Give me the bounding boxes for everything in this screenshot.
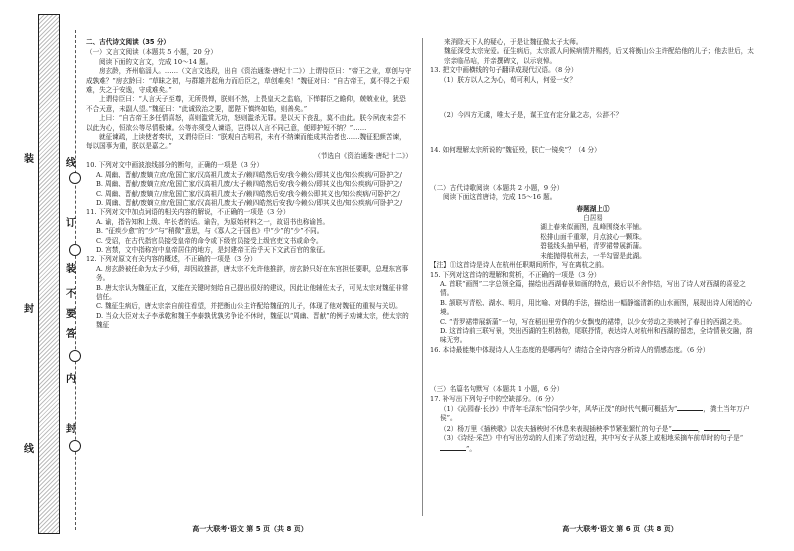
fill-blank-text: （1）《沁园春·长沙》中青年毛泽东“恰同学少年，风华正茂”的时代气概可概括为“ [440,404,678,413]
option: A. 房玄龄被任命为太子少师，却因故推辞，唐太宗不允许他推辞，房玄龄只好在东宫担任要职，总理东宫事务。 [96,264,409,283]
question-13: 13. 把文中画横线的句子翻译成现代汉语。（8 分） [430,66,578,75]
binding-char: 线 [66,158,76,169]
poem-line: 松排山面千重翠，月点波心一颗珠。 [540,232,646,241]
passage-paragraph: 上曰：“自古帝王多任情喜怒，喜则滥赏无功，怒则滥杀无罪。是以天下丧乱，莫不由此。朕今夙夜未尝不以此为心，恒欲公等尽情极谏。公等亦须受人谏语，岂得以人言不同己意，便即护短不纳？”…… [86,114,406,132]
option: D. 这首诗前三联写景，突出西湖的生机勃勃，尾联抒情，表达诗人对杭州和西湖的留恋，全诗情景交融，韵味无穷。 [440,326,753,345]
fill-blank[interactable] [440,444,466,451]
binding-hole [69,172,81,184]
binding-char: 要 [66,309,76,320]
option: A. 首联“画图”二字总领全篇，描绘出西湖春景如画的特点，最后以不舍作结，写出了诗人对西湖的喜爱之情。 [440,279,746,298]
question-12: 12. 下列对原文有关内容的概述，不正确的一项是（3 分） [86,255,257,264]
fill-blank-text: ，粪土当年万户侯”。 [440,404,750,423]
answer-space [430,120,756,146]
fill-blank[interactable] [704,424,730,431]
binding-strip [38,14,60,534]
option: D. 当众大臣对太子李承乾和魏王李泰孰优孰劣争论不休时，魏征以“周幽、晋献”的例子劝谏太宗，使太宗的魏征 [96,311,409,330]
option: B. 周幽、晋献/废嫡立庶/危国亡家/汉高祖几废/太子赖四皓然后安/我今赖公/即其义也/知公疾病/可卧护之/ [96,180,402,189]
option-continued: 魏征深受太宗宠爱。征生病后，太宗派人问候病情并赐药，后又将衡山公主许配给他的儿子；他去世后，太宗亲临吊唁，并亲撰碑文，以示哀悼。 [444,47,754,65]
question-10: 10. 下列对文中画波浪线部分的断句，正确的一项是（3 分） [86,161,264,170]
binding-char: 装 [66,264,76,275]
binding-char: 订 [66,218,76,229]
option: D. 周幽、晋献/废嫡立庶/危国亡家/汉高祖几废太子/赖四皓然后安我/今赖公/即其义也/知公疾病/可卧护之/ [96,198,403,207]
poem-line: 未能抛得杭州去，一半勾留是此湖。 [540,251,646,260]
binding-outer-char: 封 [24,304,34,315]
passage-paragraph: 就征谏疏，上读使者奏状，又谓侍臣曰：“朕观自古明君，未有不纳谏而能成其治者也……魏征犯颜苦谏，每以国事为重，朕以是嘉之。” [86,133,406,151]
binding-char: 封 [66,424,76,435]
footer-right: 高一大联考·语文 第 6 页（共 8 页） [562,525,678,533]
poem-title: 春题湖上① [576,204,610,213]
option: B. “征疾少愈”的“少”与“稍微”意思，与《寡人之于国也》中“少”的“少”不同。 [96,227,324,236]
footer-left: 高一大联考·语文 第 5 页（共 8 页） [192,525,308,533]
option: C. 受诏，在古代指官员接受皇帝的命令或下级官员接受上级官吏文书或命令。 [96,236,323,245]
poem-author: 白居易 [583,214,603,223]
poem-note: 【注】①这首诗是诗人在杭州任职期间所作，写在离杭之前。 [430,261,609,270]
binding-margin [0,0,76,551]
answer-space [430,156,756,184]
fill-blank-text: ”。 [466,444,476,453]
binding-char: 答 [66,329,76,340]
fill-blank-text: （3）《诗经·采芑》中有写出劳动的人们来了劳动过程，其中写女子从茶上或相地采摘车前草时的句子是“ [440,434,744,443]
option: B. 唐太宗认为魏征正直，又能在关键时刻给自己提出很好的建议，因此让他辅佐太子，可见太宗对魏征非常信任。 [96,283,409,301]
binding-dashed-line [75,30,76,530]
answer-space [430,85,756,111]
fill-blank-item [440,404,756,424]
passage-source: （节选自《资治通鉴·唐纪十二》） [314,151,412,160]
binding-outer-char: 装 [24,154,34,165]
option: C. “青罗裙带展新蒲”一句，写在稻田里劳作的少女飘曳的裙带，以少女劳动之美映衬了春日的西湖之美。 [440,317,746,326]
question-14: 14. 如何理解太宗所说的“魏征殁，朕亡一镜矣”？（4 分） [430,146,601,155]
subsection-title: （三）名篇名句默写（本题共 1 小题，6 分） [430,385,564,394]
question-11: 11. 下列对文中加点词语的相关内容的解说，不正确的一项是（3 分） [86,208,290,217]
option: A. 谕，指告知和上级、年长者的话。谕告，为原始材料之一，故诏书也称谕旨。 [96,217,330,226]
sub-question: （1）朕方以人之为心，荀可利人，何爱一女？ [440,75,577,84]
fill-blank[interactable] [672,424,698,431]
subsection-title: （一）文言文阅读（本题共 5 小题，20 分） [86,48,217,57]
fill-blank-text: ， [697,424,705,433]
option: C. 魏征生病后，唐太宗亲自前往看望，并把衡山公主许配给魏征的儿子，体现了他对魏征的重视与关切。 [96,302,402,311]
binding-hole [69,440,81,452]
page-divider [422,38,423,516]
instruction: 阅读下面这首唐诗，完成 15～16 题。 [443,193,557,202]
passage-paragraph: 房玄龄，齐州临淄人。……（文言文选段，出自《资治通鉴·唐纪十二》）上谓侍臣曰：“帝王之业，草创与守成孰难？”房玄龄曰：“草昧之初，与群雄并起角力而后臣之，草创难矣！”魏征对曰：“自古帝王，莫不得之于艰难，失之于安逸，守成难矣。” [86,67,412,95]
binding-hole [69,350,81,362]
poem-line: 碧毯线头抽早稻，青罗裙带展新蒲。 [540,242,646,251]
answer-space [430,355,756,385]
option: A. 周幽、晋献/废嫡立庶/危国亡家/汉高祖几废太子/赖四皓然后安/我今赖公/即其义也/知公疾病/可卧护之/ [96,170,402,179]
left-page-column [86,38,412,516]
option: B. 颔联写青松、湖水、明月，用比喻、对偶的手法，描绘出一幅静谧清新的山水画图，展现出诗人闲适的心境。 [440,298,753,317]
instruction: 阅读下面的文言文，完成 10～14 题。 [99,57,213,66]
option-continued: 来消除天下人的疑心，于是让魏征做太子太师。 [444,38,583,46]
subsection-title: （二）古代诗歌阅读（本题共 2 小题，9 分） [430,183,564,192]
binding-char: 不 [66,289,76,300]
question-17: 17. 补写出下列句子中的空缺部分。（6 分） [430,394,558,403]
passage-paragraph: 上谓侍臣曰：“人言天子至尊，无所畏惮，朕则不然，上畏皇天之监临，下惮群臣之瞻仰，兢兢业业，犹恐不合天意，未副人望。”魏征曰：“此诚致治之要，愿陛下慎终如始，则善矣。” [86,95,406,113]
binding-outer-char: 线 [24,444,34,455]
right-page-column [430,38,756,516]
option: D. 宫禁，文中指称宫中皇帝居住的地方，是封建帝王治乎天下文武百官的象征。 [96,245,330,254]
sub-question: （2）今四方无虞，唯太子是，谋王宜有定分量之志，公辞不？ [440,111,623,120]
fill-blank-item [440,424,756,434]
binding-hole [69,244,81,256]
fill-blank[interactable] [677,404,703,411]
question-16: 16. 本诗最能集中体现诗人人生态度的是哪两句？请结合全诗内容分析诗人的情感态度。（6 分） [430,345,710,354]
fill-blank-text: （2）杨万里《插秧歌》以农夫插秧时不休息来表现插秧季节紧张繁忙的句子是“ [440,424,672,433]
section-title: 二、古代诗文阅读（35 分） [86,38,171,46]
poem-line: 湖上春来似画图，乱峰围绕水平铺。 [540,223,646,232]
question-15: 15. 下列对这首诗的理解和赏析，不正确的一项是（3 分） [430,270,601,279]
binding-char: 内 [66,374,76,385]
option: C. 周幽、晋献/废嫡立/庶危国亡家/汉高祖几废太子/赖四皓然后安/我今赖公即其义也/知公疾病/可卧护之/ [96,189,400,198]
fill-blank-item [440,434,756,454]
